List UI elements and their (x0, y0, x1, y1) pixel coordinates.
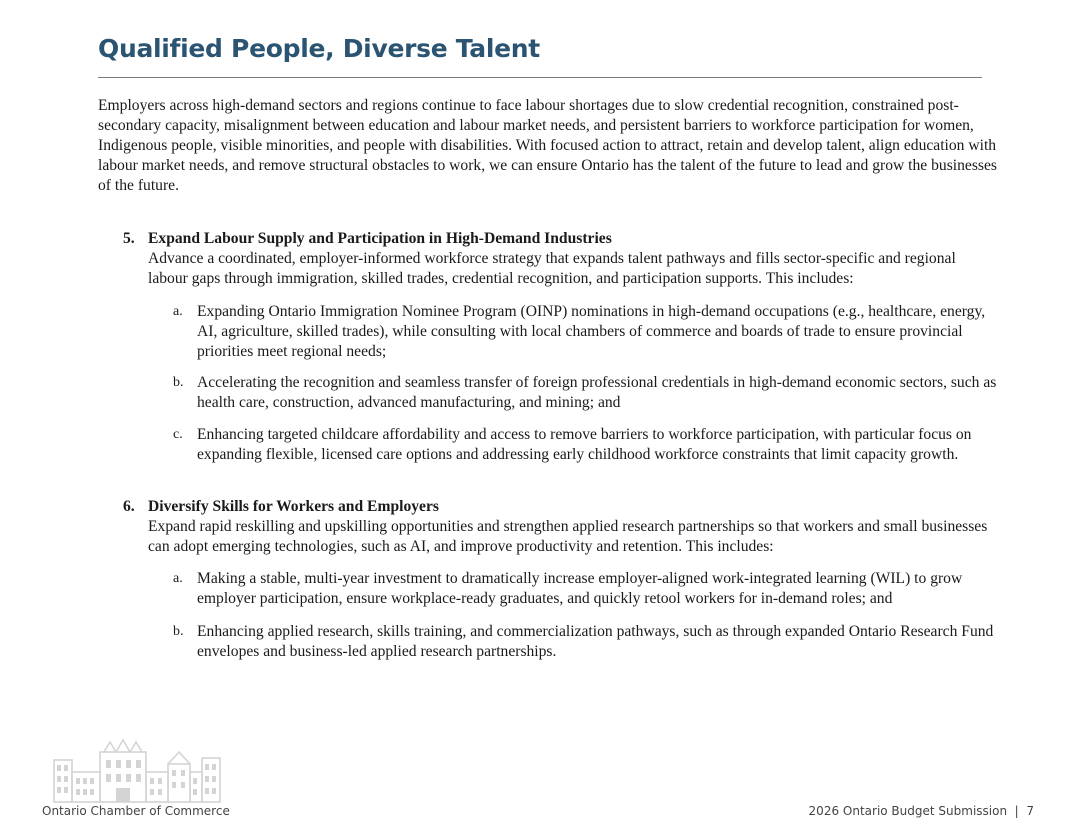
section-title: Diversify Skills for Workers and Employers (148, 498, 439, 515)
list-item-letter: c. (173, 427, 183, 442)
title-divider (98, 77, 982, 78)
footer-page-info: 2026 Ontario Budget Submission | 7 (808, 804, 1034, 818)
page-title: Qualified People, Diverse Talent (98, 34, 540, 63)
list-item-letter: a. (173, 571, 183, 586)
legislative-building-icon (52, 738, 222, 804)
intro-paragraph: Employers across high-demand sectors and regions continue to face labour shortages due to slow credential recognition, constrained post-secondary capacity, misalignment between education and labour market needs, and persistent barriers to workforce participation for women, Indigenous people, visible minorities, and people with disabilities. With focused action to attract, retain and develop talent, align education with labour market needs, and remove structural obstacles to work, we can ensure Ontario has the talent of the future to lead and grow the businesses of the future. (98, 97, 997, 194)
section-number: 5. (123, 230, 135, 247)
section-title: Expand Labour Supply and Participation in High-Demand Industries (148, 230, 612, 247)
list-item-text: Enhancing applied research, skills training, and commercialization pathways, such as through expanded Ontario Research Fund envelopes and business-led applied research partnerships. (197, 623, 994, 660)
section-description: Advance a coordinated, employer-informed workforce strategy that expands talent pathways and fills sector-specific and regional labour gaps through immigration, skilled trades, credential recognition, and participation supports. This includes: (148, 250, 956, 287)
section-description: Expand rapid reskilling and upskilling opportunities and strengthen applied research partnerships so that workers and small businesses can adopt emerging technologies, such as AI, and improve productivity and retention. This includes: (148, 518, 988, 555)
list-item-text: Enhancing targeted childcare affordability and access to remove barriers to workforce participation, with particular focus on expanding flexible, licensed care options and addressing early childhood workforce constraints that limit capacity growth. (197, 426, 972, 463)
list-item-letter: a. (173, 304, 183, 319)
list-item-letter: b. (173, 624, 184, 639)
list-item-text: Expanding Ontario Immigration Nominee Program (OINP) nominations in high-demand occupations (e.g., healthcare, energy, AI, agriculture, skilled trades), while consulting with local chambers of commerce and boards of trade to ensure provincial priorities meet regional needs; (197, 303, 986, 360)
list-item-text: Accelerating the recognition and seamless transfer of foreign professional credentials in high-demand economic sectors, such as health care, construction, advanced manufacturing, and mining; and (197, 374, 997, 411)
list-item-text: Making a stable, multi-year investment to dramatically increase employer-aligned work-integrated learning (WIL) to grow employer participation, ensure workplace-ready graduates, and quickly retool workers for in-demand roles; and (197, 570, 963, 607)
section-number: 6. (123, 498, 135, 515)
footer-organization: Ontario Chamber of Commerce (42, 804, 230, 818)
list-item-letter: b. (173, 375, 184, 390)
